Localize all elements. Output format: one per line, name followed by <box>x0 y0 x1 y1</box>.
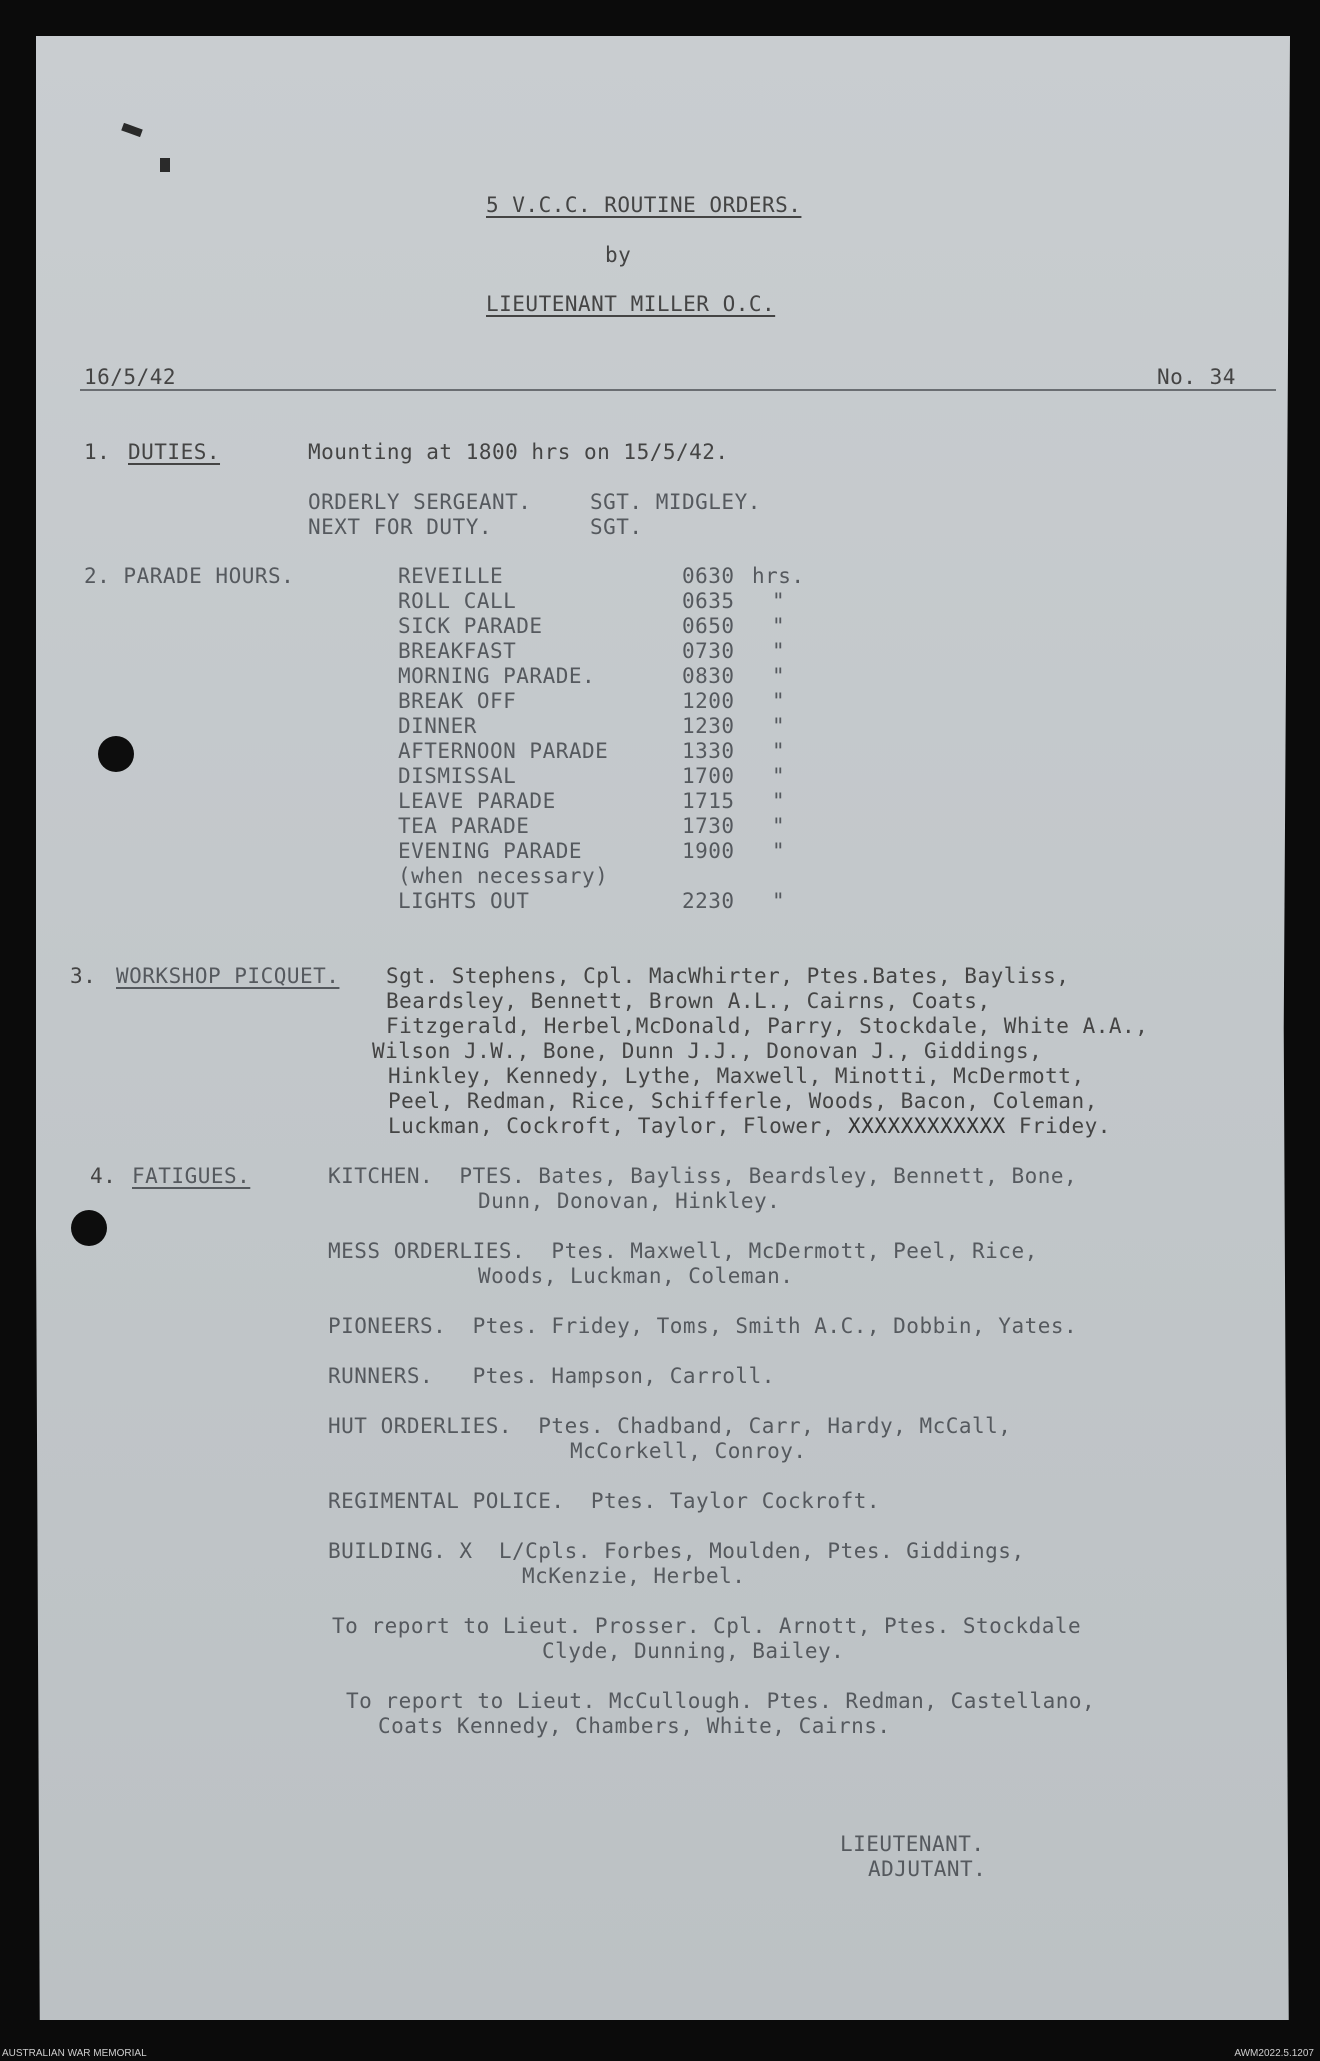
parade-unit: " <box>772 764 786 788</box>
parade-event: EVENING PARADE <box>398 839 583 863</box>
parade-heading: 2. PARADE HOURS. <box>84 564 295 588</box>
parade-event: (when necessary) <box>398 864 609 888</box>
parade-time: 0630 <box>682 564 735 588</box>
picquet-number: 3. <box>70 964 97 988</box>
parade-time: 1200 <box>682 689 735 713</box>
archive-credit: AUSTRALIAN WAR MEMORIAL <box>2 2048 147 2059</box>
signature-role: ADJUTANT. <box>868 1857 987 1881</box>
ink-speck <box>160 158 170 172</box>
parade-unit: " <box>772 789 786 813</box>
parade-event: DINNER <box>398 714 477 738</box>
parade-time: 1900 <box>682 839 735 863</box>
document-title: 5 V.C.C. ROUTINE ORDERS. <box>486 193 802 217</box>
next-duty-value: SGT. <box>590 515 643 539</box>
parade-unit: " <box>772 889 786 913</box>
parade-time: 1730 <box>682 814 735 838</box>
parade-event: SICK PARADE <box>398 614 543 638</box>
picquet-last-line: Luckman, Cockroft, Taylor, Flower, XXXXXXXXXXXX Fridey. <box>388 1114 1111 1138</box>
by-line: by <box>605 243 632 267</box>
parade-time: 0650 <box>682 614 735 638</box>
parade-unit: " <box>772 614 786 638</box>
fatigues-heading: FATIGUES. <box>132 1164 251 1188</box>
order-number: No. 34 <box>1157 365 1236 389</box>
struck-out-text: XXXXXXXXXXXX <box>848 1114 1006 1138</box>
mccullough-line-1: To report to Lieut. McCullough. Ptes. Redman, Castellano, <box>346 1689 1096 1713</box>
parade-unit: " <box>772 814 786 838</box>
officer-line: LIEUTENANT MILLER O.C. <box>486 292 776 316</box>
duties-mounting: Mounting at 1800 hrs on 15/5/42. <box>308 440 729 464</box>
parade-time: 1330 <box>682 739 735 763</box>
picquet-name-line: Beardsley, Bennett, Brown A.L., Cairns, Coats, <box>386 989 991 1013</box>
parade-unit: hrs. <box>752 564 805 588</box>
parade-time: 0830 <box>682 664 735 688</box>
parade-event: AFTERNOON PARADE <box>398 739 609 763</box>
prosser-line-1: To report to Lieut. Prosser. Cpl. Arnott, Ptes. Stockdale <box>332 1614 1082 1638</box>
picquet-name-line: Fitzgerald, Herbel,McDonald, Parry, Stockdale, White A.A., <box>386 1014 1149 1038</box>
parade-unit: " <box>772 839 786 863</box>
duties-number: 1. <box>84 440 111 464</box>
header-rule <box>80 389 1276 391</box>
hut-orderlies-line-1: HUT ORDERLIES. Ptes. Chadband, Carr, Hardy, McCall, <box>328 1414 1012 1438</box>
picquet-heading: WORKSHOP PICQUET. <box>116 964 340 988</box>
signature-rank: LIEUTENANT. <box>840 1832 985 1856</box>
mess-orderlies-line-1: MESS ORDERLIES. Ptes. Maxwell, McDermott, Peel, Rice, <box>328 1239 1038 1263</box>
parade-unit: " <box>772 664 786 688</box>
parade-unit: " <box>772 589 786 613</box>
mccullough-line-2: Coats Kennedy, Chambers, White, Cairns. <box>378 1714 891 1738</box>
parade-time: 0635 <box>682 589 735 613</box>
parade-event: LIGHTS OUT <box>398 889 530 913</box>
parade-event: MORNING PARADE. <box>398 664 596 688</box>
parade-time: 1715 <box>682 789 735 813</box>
parade-time: 1700 <box>682 764 735 788</box>
hut-orderlies-line-2: McCorkell, Conroy. <box>570 1439 807 1463</box>
orderly-sergeant-label: ORDERLY SERGEANT. <box>308 490 532 514</box>
parade-unit: " <box>772 639 786 663</box>
picquet-name-line: Peel, Redman, Rice, Schifferle, Woods, Bacon, Coleman, <box>388 1089 1098 1113</box>
parade-event: REVEILLE <box>398 564 504 588</box>
mess-orderlies-line-2: Woods, Luckman, Coleman. <box>478 1264 794 1288</box>
parade-event: BREAKFAST <box>398 639 517 663</box>
punch-hole <box>71 1210 107 1246</box>
archive-reference: AWM2022.5.1207 <box>1234 2048 1314 2059</box>
parade-time: 0730 <box>682 639 735 663</box>
parade-event: ROLL CALL <box>398 589 517 613</box>
building-line-2: McKenzie, Herbel. <box>522 1564 746 1588</box>
kitchen-line-1: KITCHEN. PTES. Bates, Bayliss, Beardsley, Bennett, Bone, <box>328 1164 1078 1188</box>
runners-line: RUNNERS. Ptes. Hampson, Carroll. <box>328 1364 775 1388</box>
orderly-sergeant-value: SGT. MIDGLEY. <box>590 490 761 514</box>
parade-event: BREAK OFF <box>398 689 517 713</box>
prosser-line-2: Clyde, Dunning, Bailey. <box>542 1639 845 1663</box>
parade-time: 2230 <box>682 889 735 913</box>
parade-unit: " <box>772 739 786 763</box>
duties-heading: DUTIES. <box>128 440 221 464</box>
parade-time: 1230 <box>682 714 735 738</box>
pioneers-line: PIONEERS. Ptes. Fridey, Toms, Smith A.C., Dobbin, Yates. <box>328 1314 1078 1338</box>
parade-event: DISMISSAL <box>398 764 517 788</box>
parade-unit: " <box>772 714 786 738</box>
kitchen-line-2: Dunn, Donovan, Hinkley. <box>478 1189 781 1213</box>
picquet-name-line: Sgt. Stephens, Cpl. MacWhirter, Ptes.Bates, Bayliss, <box>386 964 1070 988</box>
regimental-police-line: REGIMENTAL POLICE. Ptes. Taylor Cockroft. <box>328 1489 881 1513</box>
order-date: 16/5/42 <box>84 365 177 389</box>
picquet-name-line: Hinkley, Kennedy, Lythe, Maxwell, Minotti, McDermott, <box>388 1064 1085 1088</box>
punch-hole <box>98 736 134 772</box>
parade-event: LEAVE PARADE <box>398 789 556 813</box>
parade-event: TEA PARADE <box>398 814 530 838</box>
parade-unit: " <box>772 689 786 713</box>
picquet-name-line: Wilson J.W., Bone, Dunn J.J., Donovan J., Giddings, <box>372 1039 1043 1063</box>
fatigues-number: 4. <box>90 1164 117 1188</box>
next-duty-label: NEXT FOR DUTY. <box>308 515 493 539</box>
building-line-1: BUILDING. X L/Cpls. Forbes, Moulden, Ptes. Giddings, <box>328 1539 1025 1563</box>
